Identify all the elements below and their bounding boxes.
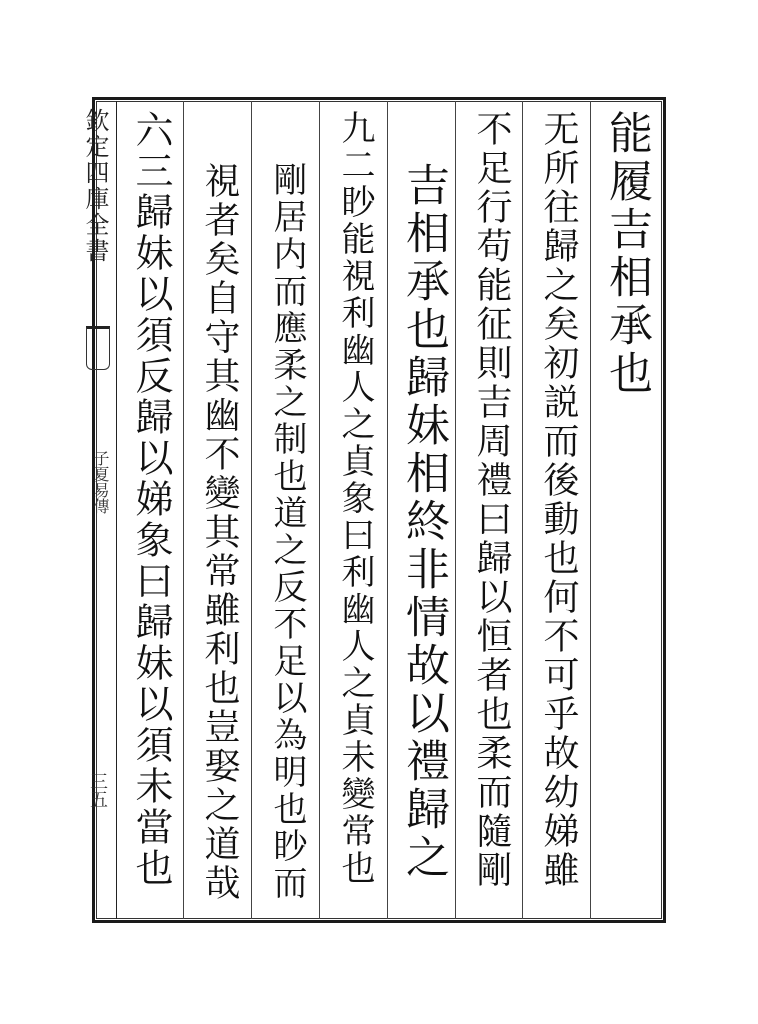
column-divider bbox=[590, 101, 591, 919]
column-divider bbox=[319, 101, 320, 919]
column-divider bbox=[522, 101, 523, 919]
spine-divider bbox=[116, 101, 117, 919]
text-column-5: 九二眇能視利幽人之貞象曰利幽人之貞未變常也 bbox=[335, 110, 375, 887]
text-column-3: 不足行苟能征則吉周禮曰歸以恒者也柔而隨剛 bbox=[471, 110, 512, 890]
text-column-2: 无所往歸之矣初説而後動也何不可乎故幼娣雖 bbox=[538, 110, 579, 890]
fishtail-mark bbox=[86, 326, 110, 370]
column-divider bbox=[455, 101, 456, 919]
text-column-1: 能履吉相承也 bbox=[601, 110, 652, 398]
column-divider bbox=[251, 101, 252, 919]
column-divider bbox=[387, 101, 388, 919]
spine-page-number: 三五 bbox=[87, 772, 108, 808]
text-column-7: 視者矣自守其幽不變其常雖利也豈娶之道哉 bbox=[199, 162, 240, 903]
text-column-4: 吉相承也歸妹相終非情故以禮歸之 bbox=[398, 162, 449, 882]
spine-title: 欽定四庫全書 bbox=[81, 108, 109, 264]
spine-book-title: 子夏易傳 bbox=[91, 450, 110, 514]
column-divider bbox=[183, 101, 184, 919]
text-column-6: 剛居内而應柔之制也道之反不足以為明也眇而 bbox=[267, 162, 307, 902]
text-column-8: 六三歸妹以須反歸以娣象曰歸妹以須未當也 bbox=[129, 110, 173, 889]
